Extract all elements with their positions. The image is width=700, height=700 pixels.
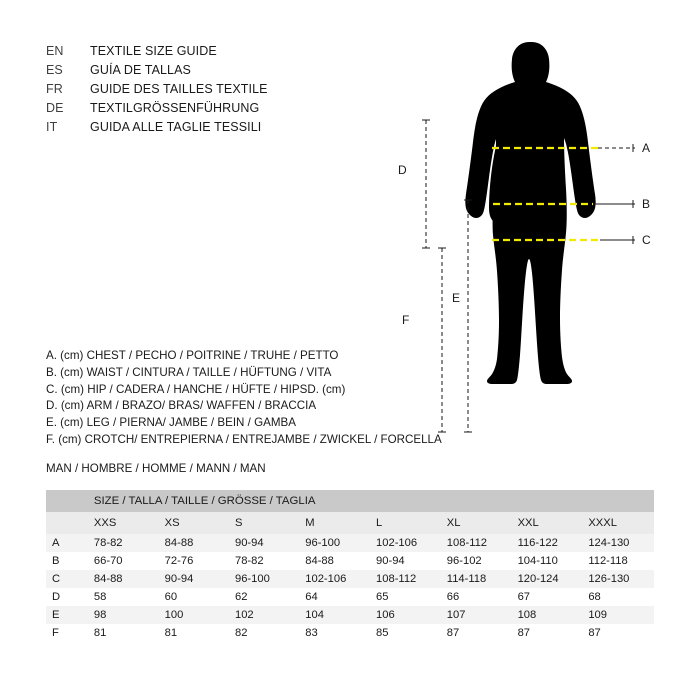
table-row [46,552,654,570]
table-cell: 85 [370,624,441,642]
language-label: TEXTILE SIZE GUIDE [90,44,217,58]
table-row [46,570,654,588]
legend-item: F. (cm) CROTCH/ ENTREPIERNA / ENTREJAMBE / ZWICKEL / FORCELLA [46,432,442,446]
table-row [46,588,654,606]
marker-label-c: C [642,233,651,247]
language-row [46,44,376,63]
language-code: ES [46,63,63,77]
table-cell: 78-82 [229,552,299,570]
table-cell: 67 [512,588,583,606]
table-cell: 104 [299,606,370,624]
table-cell: 90-94 [229,534,299,552]
table-header-blank [46,490,88,512]
language-code: IT [46,120,58,134]
row-label: A [46,534,88,552]
language-row [46,120,376,139]
row-label: E [46,606,88,624]
column-header: XXL [512,512,583,534]
table-cell: 81 [88,624,159,642]
language-label: GUÍA DE TALLAS [90,63,191,77]
table-cell: 96-100 [299,534,370,552]
legend-item: B. (cm) WAIST / CINTURA / TAILLE / HÜFTUNG / VITA [46,365,332,379]
table-cell: 60 [159,588,229,606]
table-cell: 81 [159,624,229,642]
table-cell: 114-118 [441,570,512,588]
language-row [46,63,376,82]
table-cell: 78-82 [88,534,159,552]
language-label: TEXTILGRÖSSENFÜHRUNG [90,101,260,115]
table-cell: 65 [370,588,441,606]
legend-item: A. (cm) CHEST / PECHO / POITRINE / TRUHE / PETTO [46,349,339,362]
legend-item: E. (cm) LEG / PIERNA/ JAMBE / BEIN / GAMBA [46,416,296,430]
row-label: C [46,570,88,588]
table-cell: 68 [582,588,654,606]
table-cell: 84-88 [159,534,229,552]
table-cell: 66 [441,588,512,606]
language-title-block [46,44,376,139]
table-cell: 98 [88,606,159,624]
language-code: EN [46,44,64,58]
table-cell: 108-112 [441,534,512,552]
table-cell: 104-110 [512,552,583,570]
column-header: M [299,512,370,534]
marker-label-f: F [402,313,410,327]
marker-label-a: A [642,141,651,155]
language-row [46,101,376,120]
column-label-blank [46,512,88,534]
table-cell: 64 [299,588,370,606]
column-header: XXXL [582,512,654,534]
row-label: F [46,624,88,642]
body-measurement-figure [380,20,680,470]
language-label: GUIDE DES TAILLES TEXTILE [90,82,268,96]
language-label: GUIDA ALLE TAGLIE TESSILI [90,120,262,134]
column-header: L [370,512,441,534]
table-cell: 102 [229,606,299,624]
language-row [46,82,376,101]
table-cell: 90-94 [370,552,441,570]
table-row [46,606,654,624]
table-cell: 84-88 [88,570,159,588]
column-header: XXS [88,512,159,534]
table-cell: 107 [441,606,512,624]
column-header: XS [159,512,229,534]
table-cell: 106 [370,606,441,624]
table-cell: 109 [582,606,654,624]
legend-item: D. (cm) ARM / BRAZO/ BRAS/ WAFFEN / BRACCIA [46,399,317,413]
gender-note: MAN / HOMBRE / HOMME / MANN / MAN [46,462,266,475]
table-cell: 58 [88,588,159,606]
legend-item: C. (cm) HIP / CADERA / HANCHE / HÜFTE / HIPSD. (cm) [46,382,346,396]
table-cell: 87 [512,624,583,642]
table-row [46,624,654,642]
marker-label-b: B [642,197,651,211]
table-cell: 72-76 [159,552,229,570]
size-table [46,490,654,642]
table-cell: 124-130 [582,534,654,552]
table-columns-row [46,512,654,534]
table-cell: 126-130 [582,570,654,588]
table-cell: 102-106 [299,570,370,588]
table-cell: 116-122 [512,534,583,552]
marker-label-e: E [452,291,461,305]
table-cell: 96-102 [441,552,512,570]
language-code: DE [46,101,64,115]
table-cell: 82 [229,624,299,642]
table-cell: 84-88 [299,552,370,570]
language-code: FR [46,82,63,96]
table-cell: 102-106 [370,534,441,552]
table-cell: 66-70 [88,552,159,570]
male-silhouette-icon [465,42,595,384]
table-cell: 96-100 [229,570,299,588]
table-cell: 87 [441,624,512,642]
table-cell: 87 [582,624,654,642]
row-label: D [46,588,88,606]
table-cell: 100 [159,606,229,624]
table-row [46,534,654,552]
table-cell: 120-124 [512,570,583,588]
table-cell: 108-112 [370,570,441,588]
table-cell: 62 [229,588,299,606]
table-cell: 112-118 [582,552,654,570]
column-header: S [229,512,299,534]
table-cell: 83 [299,624,370,642]
table-header-row [46,490,654,512]
column-header: XL [441,512,512,534]
table-cell: 108 [512,606,583,624]
table-title: SIZE / TALLA / TAILLE / GRÖSSE / TAGLIA [88,490,654,512]
table-cell: 90-94 [159,570,229,588]
row-label: B [46,552,88,570]
marker-label-d: D [398,163,407,177]
